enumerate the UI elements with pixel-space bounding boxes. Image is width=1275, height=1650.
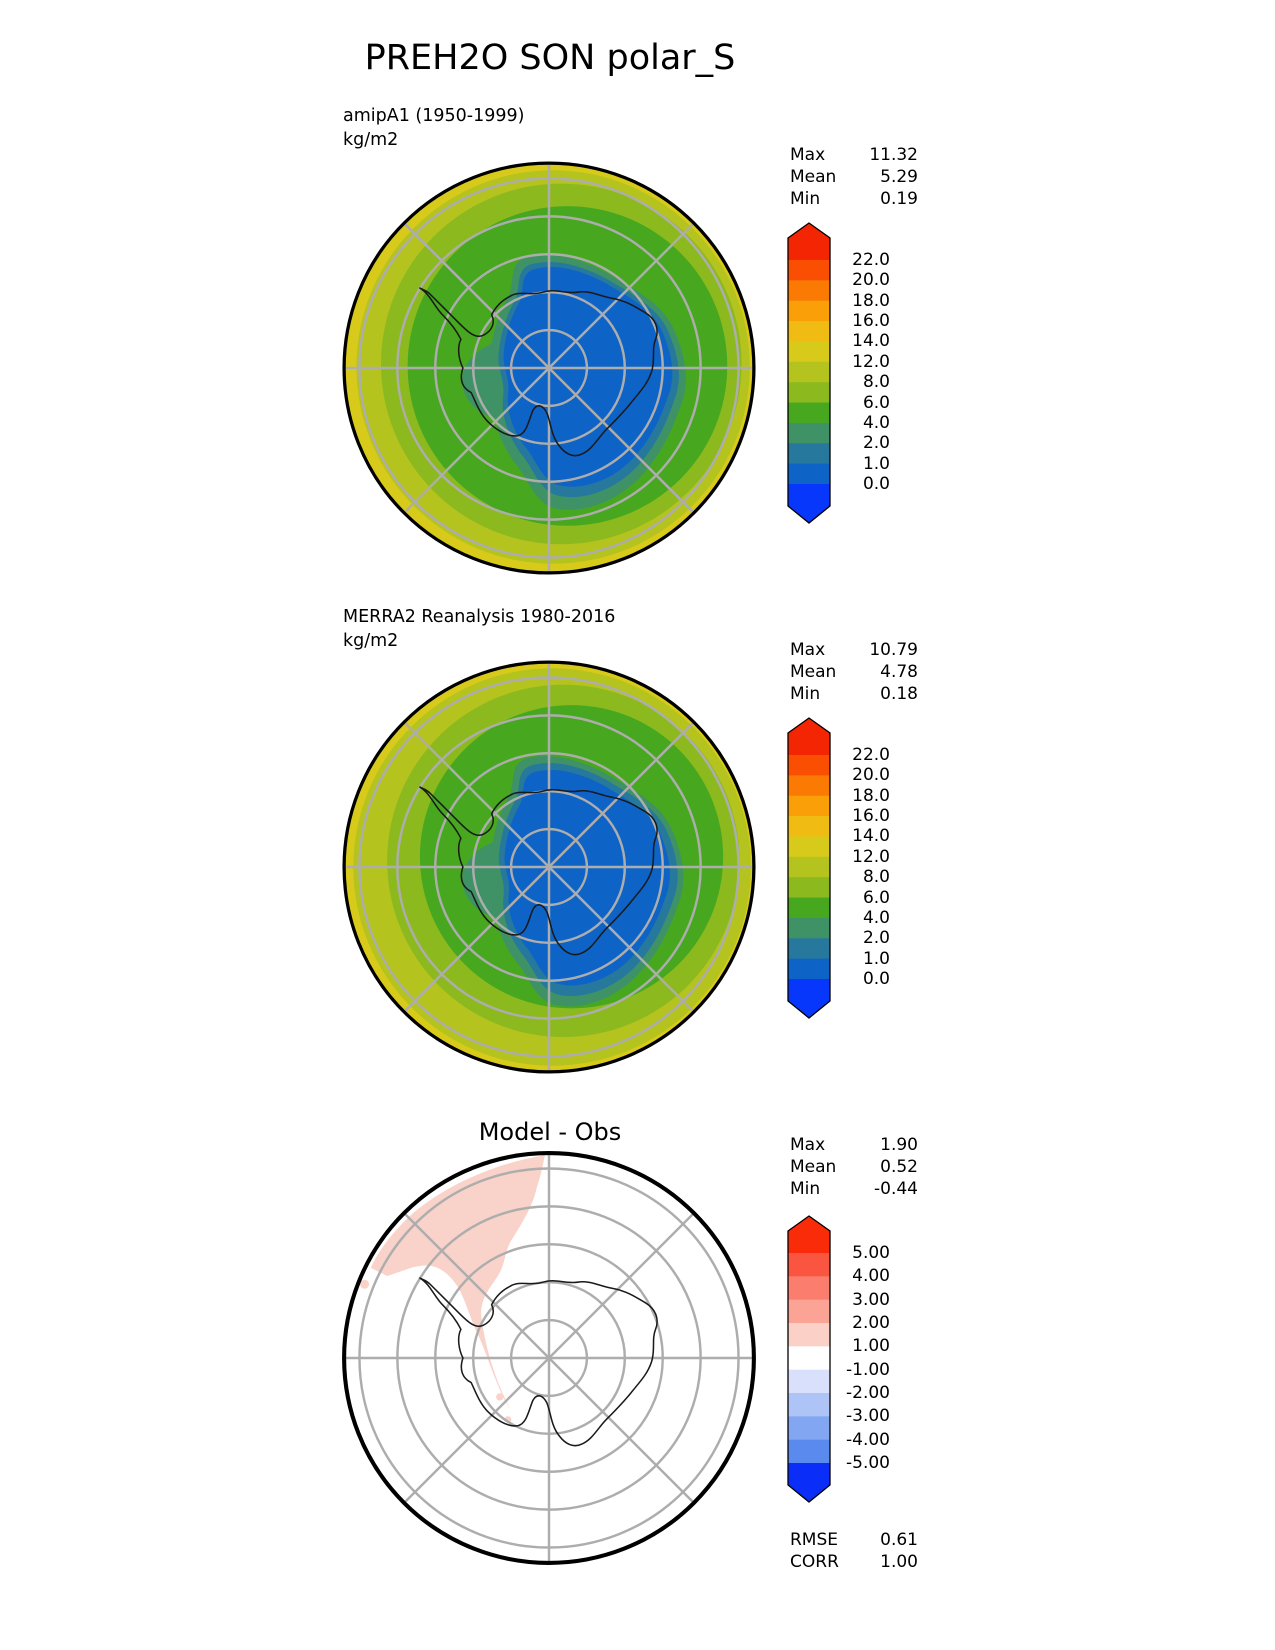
panel2-title: MERRA2 Reanalysis 1980-2016 xyxy=(343,607,616,627)
colorbar-tick-label: 2.0 xyxy=(862,433,890,454)
stat-label: Min xyxy=(790,189,821,209)
stat-value: 4.78 xyxy=(880,662,918,682)
colorbar-tick-label: 2.00 xyxy=(852,1313,890,1333)
colorbar-tick-label: -5.00 xyxy=(846,1453,890,1473)
colorbar-tick-label: 14.0 xyxy=(852,331,890,352)
colorbar-tick-label: 22.0 xyxy=(852,250,890,270)
metric-value: 0.61 xyxy=(880,1530,918,1550)
figure-title: PREH2O SON polar_S xyxy=(364,38,736,78)
colorbar-tick-label: 16.0 xyxy=(852,806,890,827)
map-merra2 xyxy=(340,658,758,1076)
colorbar-tick-label: -4.00 xyxy=(846,1429,890,1450)
colorbar-tick-label: 3.00 xyxy=(852,1289,890,1310)
colorbar-tick-label: 8.0 xyxy=(862,372,890,393)
colorbar-tick-label: 6.0 xyxy=(862,887,890,908)
stat-value: 0.18 xyxy=(880,684,918,704)
colorbar-tick-label: 1.0 xyxy=(862,453,890,474)
colorbar-tick-label: 14.0 xyxy=(852,826,890,847)
stat-label: Mean xyxy=(790,1157,837,1177)
stat-value: 0.52 xyxy=(880,1157,918,1177)
colorbar-tick-label: 2.0 xyxy=(862,928,890,949)
graticule xyxy=(344,662,754,1072)
colorbar-tick-label: -3.00 xyxy=(846,1406,890,1427)
stat-row xyxy=(790,683,918,705)
stat-row xyxy=(790,1156,918,1178)
panel3-metrics xyxy=(790,1529,918,1573)
metric-row xyxy=(790,1551,918,1573)
colorbar-tick-label: 1.00 xyxy=(852,1336,890,1357)
colorbar-tick-label: -2.00 xyxy=(846,1383,890,1403)
stat-row xyxy=(790,661,918,683)
stat-label: Mean xyxy=(790,167,837,187)
stat-row xyxy=(790,1134,918,1156)
colorbar-tick-label: 0.0 xyxy=(862,969,890,989)
panel3-title: Model - Obs xyxy=(478,1118,622,1146)
colorbar-tick-label: 0.0 xyxy=(862,474,890,494)
panel1-units: kg/m2 xyxy=(343,130,399,150)
colorbar-tick-label: 20.0 xyxy=(852,270,890,291)
map-amip-contours xyxy=(340,159,758,577)
colorbar-tick-label: -1.00 xyxy=(846,1359,890,1380)
colorbar-tick-label: 4.00 xyxy=(852,1266,890,1287)
map-merra2-contours xyxy=(340,658,758,1076)
stat-value: 10.79 xyxy=(869,640,918,660)
stat-row xyxy=(790,188,918,210)
stat-label: Max xyxy=(790,145,826,165)
colorbar-amip xyxy=(786,220,834,528)
stat-row xyxy=(790,1178,918,1200)
stat-value: 1.90 xyxy=(880,1135,918,1155)
colorbar-tick-label: 20.0 xyxy=(852,765,890,786)
stat-label: Mean xyxy=(790,662,837,682)
stat-row xyxy=(790,639,918,661)
panel1-title: amipA1 (1950-1999) xyxy=(343,106,525,126)
graticule xyxy=(344,1153,754,1563)
colorbar-tick-label: 18.0 xyxy=(852,785,890,806)
stat-value: 11.32 xyxy=(869,145,918,165)
stat-row xyxy=(790,144,918,166)
colorbar-tick-label: 4.0 xyxy=(862,412,890,433)
metric-label: CORR xyxy=(790,1552,839,1572)
colorbar-tick-label: 1.0 xyxy=(862,948,890,969)
panel1-label xyxy=(343,104,524,152)
colorbar-tick-label: 12.0 xyxy=(852,351,890,372)
panel2-label xyxy=(343,605,615,653)
panel2-units: kg/m2 xyxy=(343,631,399,651)
panel1-stats xyxy=(790,144,918,210)
colorbar-tick-label: 22.0 xyxy=(852,745,890,765)
map-diff xyxy=(340,1149,758,1567)
stat-label: Max xyxy=(790,1135,826,1155)
metric-label: RMSE xyxy=(790,1530,839,1550)
map-amip xyxy=(340,159,758,577)
colorbar-merra2 xyxy=(786,715,834,1023)
stat-value: -0.44 xyxy=(874,1179,918,1199)
colorbar-tick-label: 16.0 xyxy=(852,311,890,332)
metric-row xyxy=(790,1529,918,1551)
colorbar-tick-label: 18.0 xyxy=(852,290,890,311)
stat-label: Min xyxy=(790,1179,821,1199)
colorbar-tick-label: 8.0 xyxy=(862,867,890,888)
colorbar-tick-label: 5.00 xyxy=(852,1243,890,1263)
metric-value: 1.00 xyxy=(880,1552,918,1572)
stat-label: Min xyxy=(790,684,821,704)
stat-value: 5.29 xyxy=(880,167,918,187)
colorbar-tick-label: 4.0 xyxy=(862,907,890,928)
colorbar-tick-label: 6.0 xyxy=(862,392,890,413)
panel3-stats xyxy=(790,1134,918,1200)
stat-value: 0.19 xyxy=(880,189,918,209)
colorbar-tick-label: 12.0 xyxy=(852,846,890,867)
graticule xyxy=(344,163,754,573)
stat-row xyxy=(790,166,918,188)
panel2-stats xyxy=(790,639,918,705)
colorbar-diff xyxy=(786,1210,834,1510)
stat-label: Max xyxy=(790,640,826,660)
